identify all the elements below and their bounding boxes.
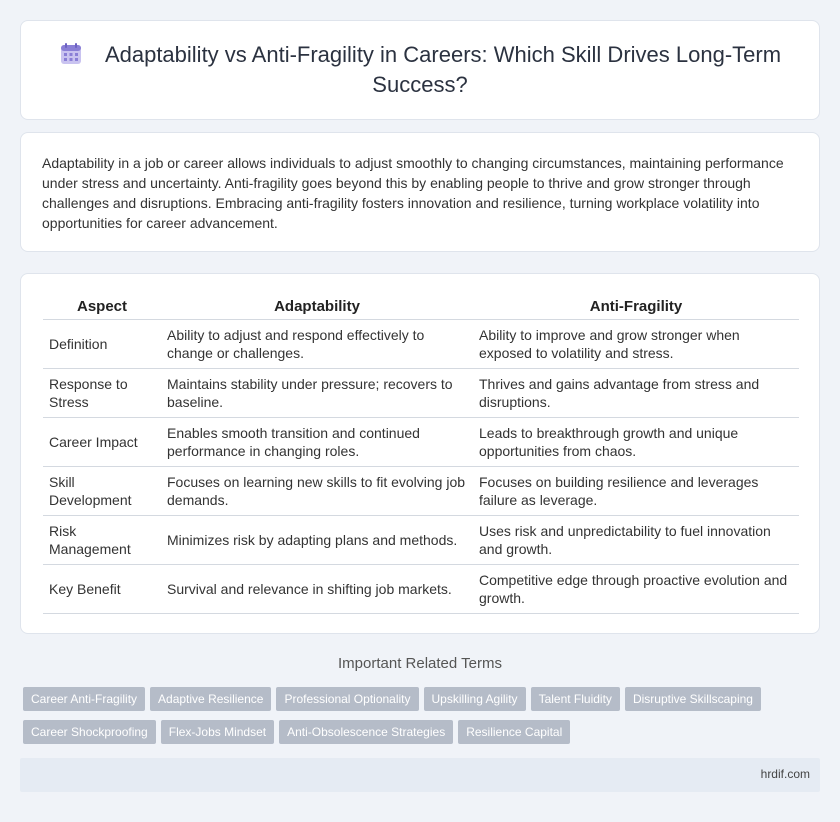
related-term-tag[interactable]: Flex-Jobs Mindset [161, 720, 274, 744]
page-title-text: Adaptability vs Anti-Fragility in Careers: Which Skill Drives Long-Term Success? [104, 42, 782, 97]
column-header-aspect: Aspect [43, 294, 161, 320]
aspect-cell: Definition [43, 320, 161, 369]
comparison-table [43, 294, 799, 614]
column-header-anti-fragility: Anti-Fragility [473, 294, 799, 320]
related-term-tag[interactable]: Upskilling Agility [424, 687, 526, 711]
intro-paragraph: Adaptability in a job or career allows individuals to adjust smoothly to changing circumstances, maintaining performance under stress and uncertainty. Anti-fragility goes beyond this by enabling people to thrive and grow stronger through challenges and disruptions. Embracing anti-fragility fosters innovation and resilience, turning workplace volatility into opportunities for career advancement. [42, 155, 784, 231]
title-wrap [51, 40, 789, 100]
adaptability-cell: Enables smooth transition and continued performance in changing roles. [161, 418, 473, 467]
adaptability-cell: Focuses on learning new skills to fit evolving job demands. [161, 467, 473, 516]
footer-site-link[interactable]: hrdif.com [760, 767, 810, 781]
related-term-tag[interactable]: Anti-Obsolescence Strategies [279, 720, 453, 744]
adaptability-cell: Minimizes risk by adapting plans and methods. [161, 516, 473, 565]
aspect-cell: Key Benefit [43, 565, 161, 614]
anti-fragility-cell: Competitive edge through proactive evolution and growth. [473, 565, 799, 614]
related-term-tag[interactable]: Career Shockproofing [23, 720, 156, 744]
aspect-cell: Career Impact [43, 418, 161, 467]
related-term-tag[interactable]: Talent Fluidity [531, 687, 620, 711]
aspect-cell: Response to Stress [43, 369, 161, 418]
anti-fragility-cell: Thrives and gains advantage from stress and disruptions. [473, 369, 799, 418]
column-header-adaptability: Adaptability [161, 294, 473, 320]
anti-fragility-cell: Leads to breakthrough growth and unique opportunities from chaos. [473, 418, 799, 467]
related-term-tag[interactable]: Adaptive Resilience [150, 687, 271, 711]
related-terms-heading: Important Related Terms [338, 655, 502, 672]
related-term-tag[interactable]: Disruptive Skillscaping [625, 687, 761, 711]
table-row [43, 516, 799, 565]
footer-bar [20, 758, 820, 792]
anti-fragility-cell: Uses risk and unpredictability to fuel innovation and growth. [473, 516, 799, 565]
table-row [43, 565, 799, 614]
intro-card [20, 132, 820, 252]
table-row [43, 467, 799, 516]
table-row [43, 418, 799, 467]
comparison-card [20, 273, 820, 634]
adaptability-cell: Survival and relevance in shifting job markets. [161, 565, 473, 614]
calendar-grid-icon [59, 42, 83, 66]
related-term-tag[interactable]: Resilience Capital [458, 720, 570, 744]
related-terms-list [23, 687, 823, 753]
table-row [43, 369, 799, 418]
adaptability-cell: Maintains stability under pressure; recovers to baseline. [161, 369, 473, 418]
related-term-tag[interactable]: Professional Optionality [276, 687, 418, 711]
adaptability-cell: Ability to adjust and respond effectively to change or challenges. [161, 320, 473, 369]
related-term-tag[interactable]: Career Anti-Fragility [23, 687, 145, 711]
table-header-row [43, 294, 799, 320]
anti-fragility-cell: Focuses on building resilience and leverages failure as leverage. [473, 467, 799, 516]
aspect-cell: Skill Development [43, 467, 161, 516]
page-title [51, 40, 789, 100]
anti-fragility-cell: Ability to improve and grow stronger when exposed to volatility and stress. [473, 320, 799, 369]
aspect-cell: Risk Management [43, 516, 161, 565]
header-card [20, 20, 820, 120]
table-row [43, 320, 799, 369]
